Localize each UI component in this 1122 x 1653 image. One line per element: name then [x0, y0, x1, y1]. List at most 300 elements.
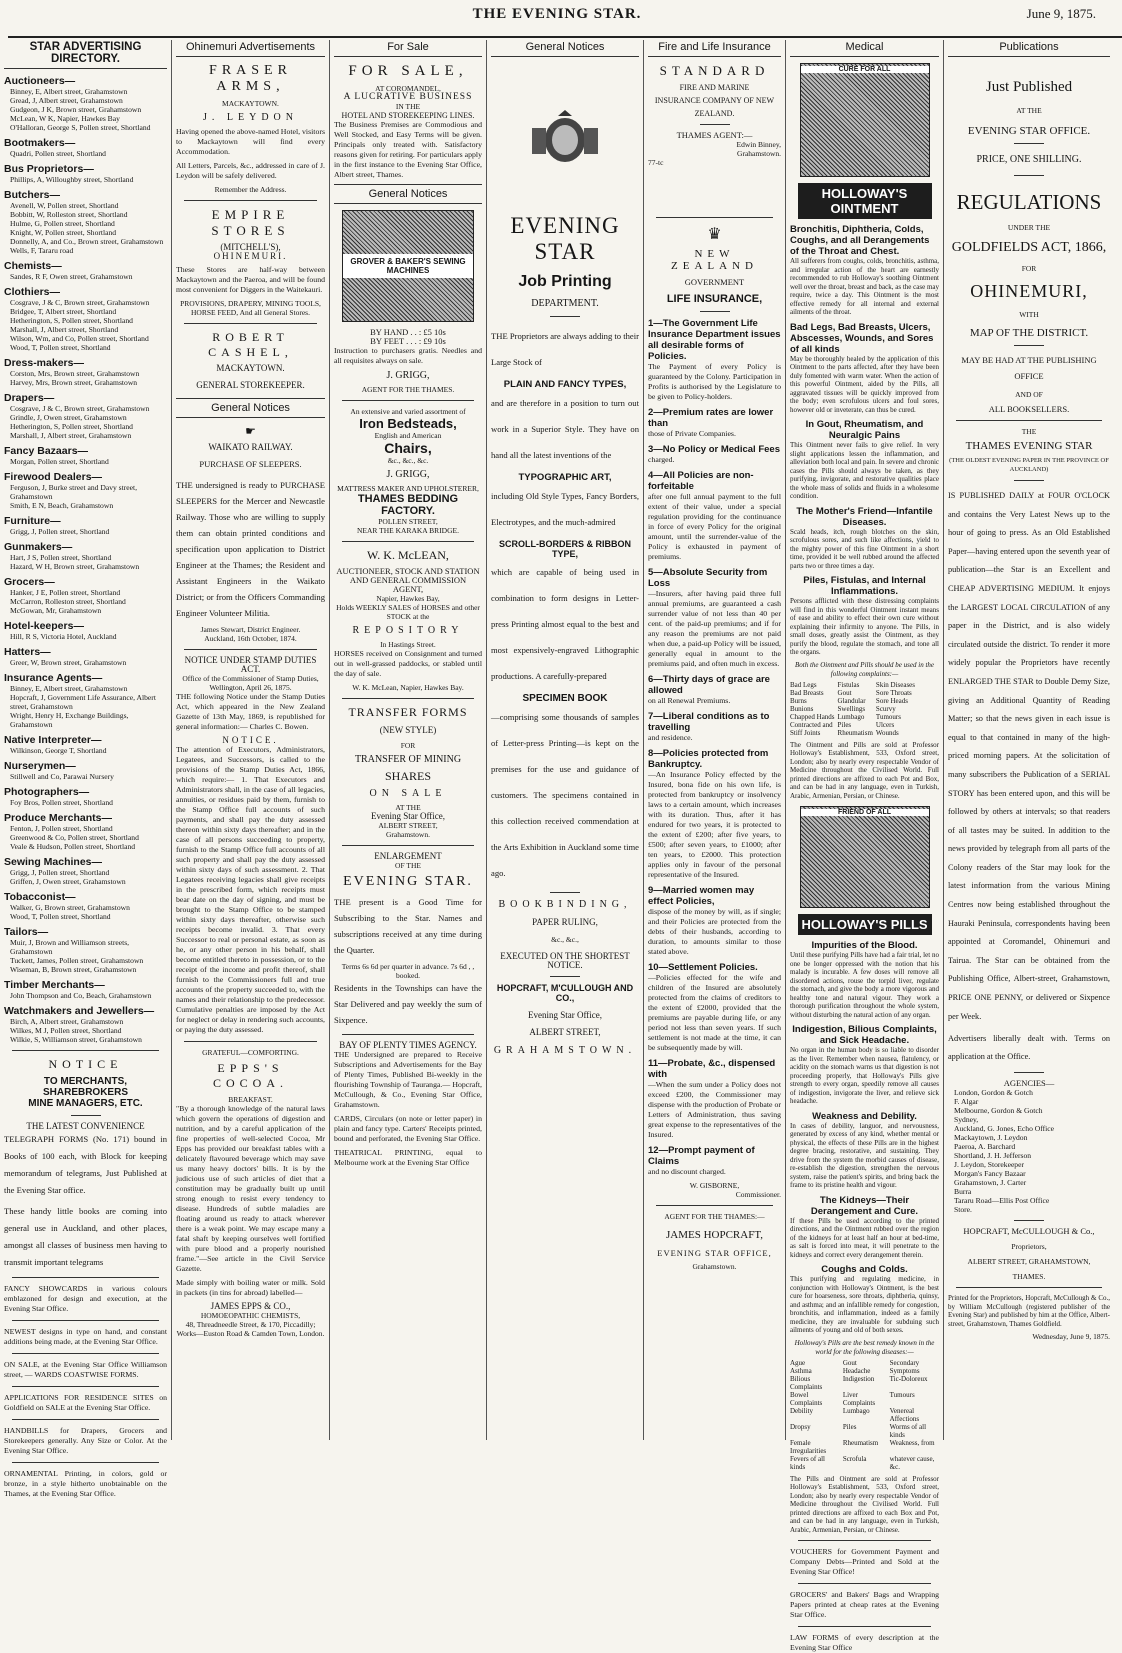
department: DEPARTMENT.: [531, 298, 599, 309]
sign: W. GISBORNE,: [689, 1181, 740, 1190]
sale-in: IN THE: [395, 102, 421, 111]
directory-line: McGowan, Mr, Grahamstown: [10, 606, 102, 615]
table-cell: Contracted and: [790, 720, 833, 729]
directory-line: Muir, J, Brown and Williamson streets, Grahamstown: [10, 938, 130, 956]
s6-text: The Ointment and Pills are sold at Professor Holloway's Establishment, 533, Oxford street, London; also by nearly every respectable Vendor of Medicine throughout the Civilised World. Full printed directions are affixed to each Pot and Box, and can be had in any language, even in Turkish, Arabic, Armenian, Persian, or Chinese.: [790, 740, 939, 800]
divider: [12, 1462, 159, 1463]
advertisers: Advertisers liberally dealt with. Terms on application at the Office.: [948, 1034, 1110, 1062]
enlarge-title: ENLARGEMENT: [374, 851, 442, 861]
directory-line: McCarron, Rolleston street, Shortland: [10, 597, 126, 606]
p5-text: This purifying and regulating medicine, in conjunction with Holloway's Ointment, is the best cure for hoarseness, sore throats, diphtheria, quinsy, and asthma; and an infallible remedy for congestion, bronchitis, and inflammation, indeed as a family medicine, they are invaluable for subduing such ailments of young and old of both sexes.: [790, 1275, 939, 1334]
p6-text: The Pills and Ointment are sold at Professor Holloway's Establishment, 533, Oxford street, London; also by nearly every respectable Vendor of Medicine throughout the Civilised World. Full printed directions are affixed to each Box and Pot, and can be had in any language, even in Turkish, Arabic, Armenian, Persian, or Chinese.: [790, 1474, 939, 1534]
s5-text: Persons afflicted with these distressing complaints will find in this wonderful Ointment instant means of ease and ability to effect their own cure without explaining their infirmity to anyone. The Pills, in small doses, greatly assist the Ointment, as they purify the blood, regulate the stomach, and tone all the organs.: [790, 597, 939, 656]
s3-head: In Gout, Rheumatism, and Neuralgic Pains: [805, 419, 924, 441]
and-of: AND OF: [1015, 390, 1043, 399]
epps-addr: 48, Threadneedle Street, & 170, Piccadilly; Works—Euston Road & Camden Town, London.: [176, 1320, 325, 1338]
policy-items: [648, 318, 781, 1177]
crest-icon: [530, 108, 600, 168]
table-cell: Fevers of all kinds: [790, 1454, 825, 1471]
newspaper-title: THE EVENING STAR.: [472, 6, 642, 22]
table-cell: Secondary: [889, 1358, 920, 1367]
life: LIFE INSURANCE,: [666, 293, 763, 305]
directory-line: Cosgrave, J & C, Brown street, Grahamstown: [10, 298, 150, 307]
with: WITH: [1019, 310, 1039, 319]
divider: [342, 845, 474, 846]
transfer-on: ON SALE: [369, 788, 447, 799]
fraser-body-2: All Letters, Parcels, &c., addressed in care of J. Leydon will be safely delivered.: [176, 161, 325, 180]
stamp-text: The attention of Executors, Administrators, Legatees, and Successors, is called to the provisions of the Stamp Duties Act, 1866, which require:— 1. That Executors and Administrators shall, in the case of all legacies, annuities, or residues paid by them, furnish to the Stamp Office full accounts of such payments, and shall pay the duty assessed thereon within sixty days thereafter; and in the case of all persons succeeding to property, furnish to the Stamp Office full accounts of all such property and shall pay the duty assessed within sixty days of such assessment. 2. That Legatees receiving legacies shall give receipts in the prescribed form, which receipts must bear date on the day of signing, and must be brought to the Stamp Office to be stamped within sixty days thereafter, otherwise such receipts become invalid. 3. That every Successor to real or personal estate, as soon as he, or any other person in his behalf, shall become entitled thereto in possession, or to the receipt of the income and profit thereof, shall furnish to the Commissioners full and true accounts of the property succeeded to, with the names and their relationship to the predecessor. Cumulative penalties are imposed by the Act for neglect or delay in rendering such accounts, or paying the duty assessed.: [176, 745, 325, 1034]
directory-line: Wells, F, Tararu road: [10, 246, 74, 255]
thames: THAMES.: [1012, 1272, 1046, 1282]
etc: &c., &c.,: [551, 935, 579, 944]
std-name: Edwin Binney,: [736, 140, 781, 149]
policy-item-head: 11—Probate, &c., dispensed with: [648, 1058, 776, 1080]
directory-line: Knight, W, Pollen street, Shortland: [10, 228, 117, 237]
office: Evening Star Office,: [527, 1010, 603, 1020]
table-row: [790, 713, 918, 721]
std-nz: ZEALAND.: [694, 109, 735, 118]
table-cell: Ulcers: [875, 720, 895, 729]
nz-title: NEW ZEALAND: [671, 248, 758, 272]
table-cell: Chapped Hands: [790, 712, 835, 721]
page-columns: [0, 40, 1114, 1652]
table-cell: Bunions: [790, 704, 814, 713]
std-no: 77-tc: [648, 158, 664, 167]
sale-trade: HOTEL AND STOREKEEPING LINES.: [341, 111, 475, 120]
waikato-sign: James Stewart, District Engineer.: [200, 625, 301, 634]
feet-price: BY FEET . . . : £9 10s: [370, 336, 446, 346]
job-body-1: THE Proprietors are always adding to their Large Stock of: [491, 331, 639, 367]
directory-line: Gudgeon, J K, Brown street, Grahamstown: [10, 105, 142, 114]
policy-item-head: 8—Policies protected from Bankruptcy.: [648, 748, 769, 770]
the: THE: [1021, 427, 1037, 436]
residents: Residents in the Townships can have the Star Delivered and pay weekly the sum of Sixpence.: [334, 983, 482, 1025]
typographic-art: TYPOGRAPHIC ART,: [518, 472, 612, 483]
epps-head: GRATEFUL—COMFORTING.: [202, 1048, 299, 1057]
under-the: UNDER THE: [1007, 223, 1051, 232]
transfer-for: FOR: [400, 741, 416, 750]
table-row: [790, 697, 918, 705]
fraser-body: Having opened the above-named Hotel, visitors to Mackaytown will find every Accommodation.: [176, 127, 325, 156]
factory: THAMES BEDDING FACTORY.: [357, 493, 459, 517]
directory-category: Bus Proprietors—: [4, 163, 94, 175]
policy-item-head: 3—No Policy or Medical Fees: [648, 444, 780, 455]
stamp-title: NOTICE UNDER STAMP DUTIES ACT.: [184, 655, 317, 674]
policy-item-text: —Insurers, after having paid three full annual premiums, are guaranteed a cash surrender value of not less than 40 per cent. of the paid-up premiums; and if for any reason the premiums are not paid when due, a paid-up Policy will be issued, generally equal in amount to the premiums paid, and often much in excess.: [648, 589, 781, 668]
small-ad: NEWEST designs in type on hand, and constant additions being made, at the Evening Star Office.: [4, 1327, 167, 1346]
table-row: [790, 1423, 939, 1439]
divider: [1014, 143, 1044, 144]
p3-text: In cases of debility, languor, and nervousness, generated by excess of any kind, whether mental or physical, the effects of these Pills are in the highest degree bracing, restorative, and sustaining. They drive from the system the morbid causes of disease, re-establish the digestion, strengthen the nervous system, raise the patient's spirits, and bring back the frame to its pristine health and vigour.: [790, 1121, 939, 1189]
directory-line: Ferguson, J, Burke street and Davy street, Grahamstown: [10, 483, 138, 501]
column-header: Publications: [948, 40, 1110, 57]
table-cell: Bilious Complaints: [790, 1374, 823, 1391]
table-cell: Scrofula: [842, 1454, 867, 1463]
transfer-mining: TRANSFER OF MINING: [354, 754, 462, 765]
job-body-3: including Old Style Types, Fancy Borders, Electrotypes, and the much-admired: [491, 491, 639, 527]
directory-line: Birch, A, Albert street, Grahamstown: [10, 1017, 124, 1026]
just-published: Just Published: [985, 79, 1073, 95]
agent: AGENT FOR THE THAMES:—: [664, 1212, 765, 1221]
notice-title: NOTICE: [48, 1057, 123, 1071]
divider: [184, 1041, 317, 1042]
mattress: MATTRESS MAKER AND UPHOLSTERER,: [337, 484, 479, 493]
table-cell: Weakness, from: [889, 1438, 935, 1447]
notice-to: TO MERCHANTS, SHAREBROKERS: [42, 1076, 128, 1098]
imprint: Printed for the Proprietors, Hopcraft, McCullough & Co., by William McCullough (registered publisher of the Evening Star) and published by him at the Office, Albert-street, Grahamstown, Thames Goldfield.: [948, 1294, 1110, 1328]
directory-category: Clothiers—: [4, 286, 61, 298]
friend-label: FRIEND OF ALL: [801, 809, 929, 816]
executed: EXECUTED ON THE SHORTEST NOTICE.: [500, 951, 630, 970]
s1-head: Bronchitis, Diphtheria, Colds, Coughs, and all Derangements of the Throat and Chest.: [790, 224, 930, 257]
table-row: [790, 1375, 939, 1391]
agency-line: Paeroa, A. Barchard: [954, 1142, 1016, 1152]
small-ads: [4, 1277, 167, 1499]
complaints-table: [790, 681, 918, 737]
enlarge-body: THE present is a Good Time for Subscribing to the Star. Names and subscriptions received at any time during the Quarter.: [334, 897, 482, 955]
table-cell: Headache: [842, 1366, 871, 1375]
table-cell: Liver Complaints: [842, 1390, 876, 1407]
policy-item-text: The Payment of every Policy is guaranteed by the Colony. Participation in Profits is authorised by the Legislature to be given to Policy-holders.: [648, 362, 781, 401]
divider: [1014, 1072, 1044, 1073]
sale-body: The Business Premises are Commodious and Well Stocked, and Easy Terms will be given. Principals only treated with. Satisfactory reasons given for retiring. For particulars apply in the first instance to the Evening Star Office, Albert street, Thames.: [334, 120, 482, 179]
table-row: [790, 721, 918, 729]
policy-item-head: 5—Absolute Security from Loss: [648, 567, 768, 589]
directory-category: Fancy Bazaars—: [4, 445, 89, 457]
p4-head: The Kidneys—Their Derangement and Cure.: [810, 1194, 919, 1217]
stamp-office: Office of the Commissioner of Stamp Duties, Wellington, April 26, 1875.: [182, 674, 319, 692]
directory-line: Binney, E, Albert street, Grahamstown: [10, 87, 128, 96]
directory-line: Binney, E, Albert street, Grahamstown: [10, 684, 128, 693]
star-office: EVENING STAR OFFICE.: [967, 125, 1091, 137]
directory-line: Sandes, R F, Owen street, Grahamstown: [10, 272, 133, 281]
bed-title: Iron Bedsteads,: [359, 416, 457, 431]
waikato-title: WAIKATO RAILWAY.: [208, 442, 293, 452]
regulations: REGULATIONS: [956, 190, 1102, 214]
directory-line: Walker, G, Brown street, Grahamstown: [10, 903, 130, 912]
policy-item-head: 1—The Government Life Insurance Department issues all desirable forms of Policies.: [648, 318, 781, 362]
divider: [656, 217, 773, 218]
mclean-name: W. K. McLEAN,: [367, 548, 449, 562]
policy-item-head: 12—Prompt payment of Claims: [648, 1145, 755, 1167]
directory-list: [4, 75, 167, 1044]
directory-line: Avenell, W, Pollen street, Shortland: [10, 201, 119, 210]
policy-item-text: —An Insurance Policy effected by the Insured, bona fide on his own life, is protected from bankruptcy or insolvency laws to a certain amount, which increases with its duration. Thus, after it has endured for two years, it is protected to the extent of £200; after five years, to £500; after seven years, to £1000; after ten years, to £2000. This protection applies only in favour of the personal representative of the Insured.: [648, 770, 781, 879]
directory-line: Wright, Henry H, Exchange Buildings, Grahamstown: [10, 711, 129, 729]
ointment-pot-icon: [800, 63, 930, 177]
divider: [700, 124, 730, 125]
policy-item-text: dispose of the money by will, as if single; and their Policies are protected from the debts of their husbands, according to duration, to amounts similar to those stated above.: [648, 907, 781, 956]
column-ohinemuri: [172, 40, 330, 1440]
chairs: Chairs,: [384, 440, 432, 456]
street: ALBERT STREET,: [529, 1027, 601, 1037]
directory-category: Dress-makers—: [4, 357, 84, 369]
directory-category: Grocers—: [4, 576, 55, 588]
ointment-banner: HOLLOWAY'S OINTMENT: [798, 183, 932, 219]
table-cell: Swellings: [837, 704, 866, 713]
directory-line: Hart, J S, Pollen street, Shortland: [10, 553, 112, 562]
job-body-5: —comprising some thousands of samples of Letter-press Printing—is kept on the premises for the use and guidance of customers. The specimens contained in this collection received commendation at the Arts Exhibition in Auckland some time ago.: [491, 712, 639, 878]
divider: [798, 1626, 931, 1627]
divider: [12, 1320, 159, 1321]
directory-line: Tuckett, James, Pollen street, Grahamstown: [10, 956, 144, 965]
s6-caption: Both the Ointment and Pills should be used in the following complaints:—: [794, 660, 934, 678]
divider: [71, 1115, 101, 1116]
town: GRAHAMSTOWN.: [493, 1045, 637, 1056]
firm: HOPCRAFT, McCULLOUGH & Co.,: [963, 1226, 1095, 1237]
directory-line: Wilkinson, George T, Shortland: [10, 746, 107, 755]
all-booksellers: ALL BOOKSELLERS.: [988, 404, 1070, 414]
horses: HORSES received on Consignment and turned out in well-grassed paddocks, or stabled until the day of sale.: [334, 649, 482, 678]
table-cell: Sore Throats: [875, 688, 912, 697]
agency-line: Mackaytown, J. Leydon: [954, 1133, 1028, 1143]
small-ad: ON SALE, at the Evening Star Office Williamson street, — WARDS COASTWISE FORMS.: [4, 1360, 167, 1379]
directory-line: Grigg, J, Pollen street, Shortland: [10, 527, 110, 536]
s2-text: May be thoroughly healed by the application of this Ointment to the parts affected, after they have been duly fomented with warm water. When the action of this powerful Ointment, aided by the Pills, all aggravated tissues will be quickly improved from the body; even scrofulous ulcers and foul sores, however old or inveterate, can thus be cured.: [790, 354, 939, 414]
fraser-title: FRASER ARMS,: [209, 63, 292, 94]
pill-box-icon: [800, 806, 930, 908]
directory-line: McLean, W K, Napier, Hawkes Bay: [10, 114, 120, 123]
table-cell: Debility: [790, 1406, 813, 1415]
issue-date: June 9, 1875.: [1026, 6, 1096, 21]
royal-crest-icon: [491, 63, 639, 213]
divider: [12, 1419, 159, 1420]
cashel-loc: MACKAYTOWN.: [216, 363, 285, 373]
directory-line: Grindle, J, Owen street, Grahamstown: [10, 413, 127, 422]
for: FOR: [1021, 264, 1037, 273]
table-cell: Burns: [790, 696, 807, 705]
divider: [656, 1205, 773, 1206]
table-cell: Ague: [790, 1358, 806, 1367]
divider: [342, 698, 474, 699]
notice-body: TELEGRAPH FORMS (No. 171) bound in Books of 100 each, with Block for keeping memorandum of telegrams, Just Published at the Evening Star office.: [4, 1134, 167, 1195]
table-cell: Venereal Affections: [889, 1406, 920, 1423]
policy-item-text: and residence.: [648, 733, 693, 742]
transfer-shares: SHARES: [384, 769, 431, 783]
empire-sub: (MITCHELL'S),: [220, 242, 281, 252]
policy-item-text: after one full annual payment to the full extent of their value, under a special regulation providing for the continuance in force of every Policy for the original amount, until the surrender-value of the Policy is exhausted in payment of premiums.: [648, 492, 781, 561]
repository: REPOSITORY: [352, 625, 464, 636]
transfer-at: AT THE: [395, 803, 421, 812]
table-row: [790, 1391, 939, 1407]
column-header: Medical: [790, 40, 939, 57]
terms: Terms 6s 6d per quarter in advance. 7s 6d , , booked.: [341, 962, 475, 980]
agency-line: Auckland, G. Jones, Echo Office: [954, 1124, 1055, 1134]
cashel-title: ROBERT CASHEL,: [208, 330, 293, 359]
table-row: [790, 729, 918, 737]
bed-sub: English and American: [374, 431, 442, 440]
directory-line: Griffen, J, Owen street, Grahamstown: [10, 877, 126, 886]
table-cell: Sore Heads: [875, 696, 908, 705]
p2-head: Indigestion, Bilious Complaints, and Sick Headache.: [792, 1024, 937, 1046]
commissioner: Commissioner.: [735, 1190, 781, 1199]
paper-ruling: PAPER RULING,: [532, 917, 598, 927]
grigg-agent: AGENT FOR THE THAMES.: [361, 385, 455, 394]
table-cell: Tic-Doloreux: [889, 1374, 928, 1383]
agency-line: Shortland, J. H. Jefferson: [954, 1151, 1032, 1161]
s5-head: Piles, Fistulas, and Internal Inflammations.: [803, 575, 926, 597]
stamp-notice: NOTICE.: [222, 735, 279, 745]
enlarge-star: EVENING STAR.: [343, 874, 473, 889]
hastings: In Hastings Street.: [380, 640, 436, 649]
policy-item-text: charged.: [648, 455, 675, 464]
directory-line: Wood, T, Pollen street, Shortland: [10, 912, 111, 921]
mclean-loc: Napier, Hawkes Bay,: [376, 594, 440, 603]
directory-line: Hetherington, S, Pollen street, Shortland: [10, 422, 133, 431]
directory-category: Chemists—: [4, 260, 62, 272]
directory-line: O'Halloran, George S, Pollen street, Shortland: [10, 123, 151, 132]
agency-line: London, Gordon & Gotch: [954, 1088, 1033, 1098]
table-cell: Rheumatism: [837, 728, 873, 737]
table-row: [790, 1407, 939, 1423]
directory-line: Greenwood & Co, Pollen street, Shortland: [10, 833, 139, 842]
divider: [12, 1386, 159, 1387]
directory-line: Fenton, J, Pollen street, Shortland: [10, 824, 113, 833]
table-row: [790, 689, 918, 697]
directory-line: Morgan, Pollen street, Shortland: [10, 457, 109, 466]
divider: [342, 541, 474, 542]
transfer-new: (NEW STYLE): [379, 725, 437, 735]
agency-line: J. Leydon, Storekeeper: [954, 1160, 1025, 1170]
epps-title: EPPS'S COCOA.: [212, 1061, 288, 1090]
table-cell: Gout: [837, 688, 852, 697]
enlarge-of: OF THE: [395, 861, 421, 870]
section-header: General Notices: [334, 184, 482, 204]
column-insurance: [644, 40, 786, 1440]
directory-line: Marshall, J, Albert street, Shortland: [10, 325, 119, 334]
table-row: [790, 705, 918, 713]
diseases-table: [790, 1359, 939, 1471]
policy-item-text: —Policies effected for the wife and children of the Insured are absolutely protected from the claims of creditors to the extent of £2000, provided that the premiums are payable during life, or any period not less than seven years. If such settlement is not made at the time, it can be subsequently made by will.: [648, 973, 781, 1052]
divider: [550, 892, 580, 893]
table-cell: Tumours: [889, 1390, 915, 1399]
divider: [184, 200, 317, 201]
table-cell: whatever cause, &c.: [889, 1454, 935, 1471]
agent-town: Grahamstown.: [692, 1262, 737, 1271]
table-row: [790, 1439, 939, 1455]
agency-list: [948, 1088, 1110, 1214]
table-cell: Fistulas: [837, 680, 860, 689]
agency-line: Morgan's Fancy Bazaar: [954, 1169, 1026, 1179]
table-cell: Dropsy: [790, 1422, 811, 1431]
divider: [184, 323, 317, 324]
transfer-town: Grahamstown.: [386, 830, 430, 839]
pointing-hand-icon: ☛: [245, 424, 256, 438]
p1-head: Impurities of the Blood.: [811, 940, 918, 951]
star-title: EVENING STAR: [510, 213, 620, 264]
factory-near: NEAR THE KARAKA BRIDGE.: [357, 526, 459, 535]
directory-category: Auctioneers—: [4, 75, 76, 87]
column-medical: [786, 40, 944, 1652]
transfer-title: TRANSFER FORMS: [348, 705, 468, 719]
agency-line: Burra: [954, 1187, 972, 1197]
directory-line: Greer, W, Brown street, Grahamstown: [10, 658, 127, 667]
agencies-title: AGENCIES—: [1003, 1078, 1055, 1089]
s2-head: Bad Legs, Bad Breasts, Ulcers, Abscesses, Wounds, and Sores of all kinds: [790, 321, 934, 355]
epps-body: "By a thorough knowledge of the natural laws which govern the operations of digestion and nutrition, and by a careful application of the fine properties of well-selected Cocoa, Mr Epps has provided our breakfast tables with a delicately flavoured beverage which may save us many heavy doctors' bills. It is by the judicious use of such articles of diet that a constitution may be gradually built up until strong enough to resist every tendency to disease. Hundreds of subtle maladies are floating around us ready to attack wherever there is a weak point. We may escape many a fatal shaft by keeping ourselves well fortified with pure blood and a properly nourished frame."—See article in the Civil Service Gazette.: [176, 1104, 325, 1273]
policy-item-text: and no discount charged.: [648, 1167, 726, 1176]
std-town: Grahamstown.: [737, 149, 781, 158]
cards: CARDS, Circulars (on note or letter paper) in plain and fancy type. Carters' Receipts printed, bound and perforated, the Evening Star Office.: [334, 1114, 482, 1143]
directory-line: Hulme, G, Pollen street, Shortland: [10, 219, 115, 228]
divider: [798, 1583, 931, 1584]
directory-line: Wilson, Wm, and Co, Pollen street, Shortland: [10, 334, 149, 343]
fraser-name: J. LEYDON: [203, 112, 298, 123]
directory-category: Butchers—: [4, 189, 61, 201]
mclean-body: AUCTIONEER, STOCK AND STATION AND GENERAL COMMISSION AGENT,: [336, 566, 480, 594]
empire-body: These Stores are half-way between Mackaytown and the Paeroa, and will be found most convenient for Diggers in the Waitekauri.: [176, 265, 325, 294]
grigg-body: Instruction to purchasers gratis. Needles and all requisites always on sale.: [334, 346, 482, 365]
notice-mine: MINE MANAGERS, ETC.: [28, 1098, 143, 1109]
table-cell: Lumbago: [837, 712, 865, 721]
bop-title: BAY OF PLENTY TIMES AGENCY.: [339, 1040, 477, 1050]
column-job-printing: [487, 40, 644, 1440]
directory-line: Stillwell and Co, Parawai Nursery: [10, 772, 114, 781]
job-body-2: and are therefore in a position to turn out work in a Superior Style. They have on hand all the latest inventions of the: [491, 398, 639, 460]
directory-line: Wood, T, Pollen street, Shortland: [10, 343, 111, 352]
directory-line: Bobbitt, W, Rolleston street, Shortland: [10, 210, 128, 219]
firm: HOPCRAFT, M'CULLOUGH AND CO.,: [496, 983, 634, 1003]
divider: [12, 1050, 159, 1051]
table-row: [790, 1359, 939, 1367]
table-cell: Stiff Joints: [790, 728, 821, 737]
divider: [1014, 480, 1044, 481]
thames-evening-star: THAMES EVENING STAR: [965, 440, 1093, 452]
grigg-name: J. GRIGG,: [386, 370, 430, 381]
sale-loc: AT COROMANDEL,: [375, 84, 441, 93]
empire-loc: OHINEMURI.: [213, 251, 288, 261]
sewing-machine-badge-icon: [342, 210, 474, 322]
at-the: AT THE: [1016, 106, 1042, 115]
masthead: [0, 0, 1114, 34]
directory-category: Firewood Dealers—: [4, 471, 103, 483]
directory-category: Watchmakers and Jewellers—: [4, 1005, 155, 1017]
divider: [700, 311, 730, 312]
transfer-st: ALBERT STREET,: [378, 821, 438, 830]
scroll-borders: SCROLL-BORDERS & RIBBON TYPE,: [499, 539, 631, 559]
job-body-4: which are capable of being used in combination to form designs in Letter-press Printing almost equal to the best and most expensively-engraved Lithographic productions. A carefully-prepared: [491, 567, 639, 681]
badge-text: GROVER & BAKER'S SEWING MACHINES: [343, 254, 473, 278]
divider: [550, 316, 580, 317]
table-cell: Piles: [842, 1422, 857, 1431]
std-fire: FIRE AND MARINE: [679, 83, 750, 92]
table-cell: Wounds: [875, 728, 899, 737]
lion-crest-icon: ♛: [707, 226, 722, 243]
epps-name: JAMES EPPS & CO.,: [210, 1301, 291, 1311]
p6-caption: Holloway's Pills are the best remedy known in the world for the following diseases:—: [794, 1338, 935, 1356]
map: MAP OF THE DISTRICT.: [969, 327, 1089, 339]
s3-text: This Ointment never fails to give relief. In very slight applications lessen the inflammation, and alleviation both local and pain. In severe and chronic cases the Pills should always be taken, as they purifying, invigorate, and restorative qualities place the whole mass of solids and fluids in a wholesome condition.: [790, 441, 939, 500]
directory-line: Harvey, Mrs, Brown street, Grahamstown: [10, 378, 138, 387]
proprietors: Proprietors,: [1011, 1242, 1047, 1252]
table-cell: Female Irregularities: [790, 1438, 827, 1455]
directory-line: Hetherington, S, Pollen street, Shortland: [10, 316, 133, 325]
table-cell: Rheumatism: [842, 1438, 879, 1447]
directory-category: Native Interpreter—: [4, 734, 102, 746]
cashel-trade: GENERAL STOREKEEPER.: [196, 380, 305, 390]
p1-text: Until these purifying Pills have had a fair trial, let no one be longer oppressed with the notion that his malady is incurable. A few doses will remove all disordered actions, rouse the torpid liver, regulate the stomach, and give the body a more vigorous and healthy tone and natural vigour. They work a thorough purification throughout the whole system, without disturbing the natural action of any organ.: [790, 951, 939, 1019]
agency-line: Tararu Road—Ellis Post Office: [954, 1196, 1050, 1206]
directory-category: Hatters—: [4, 646, 51, 658]
divider: [956, 1287, 1102, 1288]
law-forms: LAW FORMS of every description at the Evening Star Office: [790, 1633, 939, 1652]
imprint-date: Wednesday, June 9, 1875.: [1032, 1332, 1110, 1342]
directory-line: Wilkes, M J, Pollen street, Shortland: [10, 1026, 122, 1035]
table-cell: Tumours: [875, 712, 901, 721]
s4-text: Scald heads, itch, rough blotches on the skin, scrofulous sores, and such like affections, yield to the mighty power of this fine Ointment in a short time, provided it be well rubbed around the affected parts two or three times a day.: [790, 527, 939, 570]
s1-text: All sufferers from coughs, colds, bronchitis, asthma, and irregular action of the heart are earnestly recommended to rub Holloway's soothing Ointment well over the throat, breast and back, as the case may require, twice a day. This Ointment is the most effective remedy for all internal and external ailments of the throat.: [790, 257, 939, 316]
column-header: General Notices: [491, 40, 639, 57]
